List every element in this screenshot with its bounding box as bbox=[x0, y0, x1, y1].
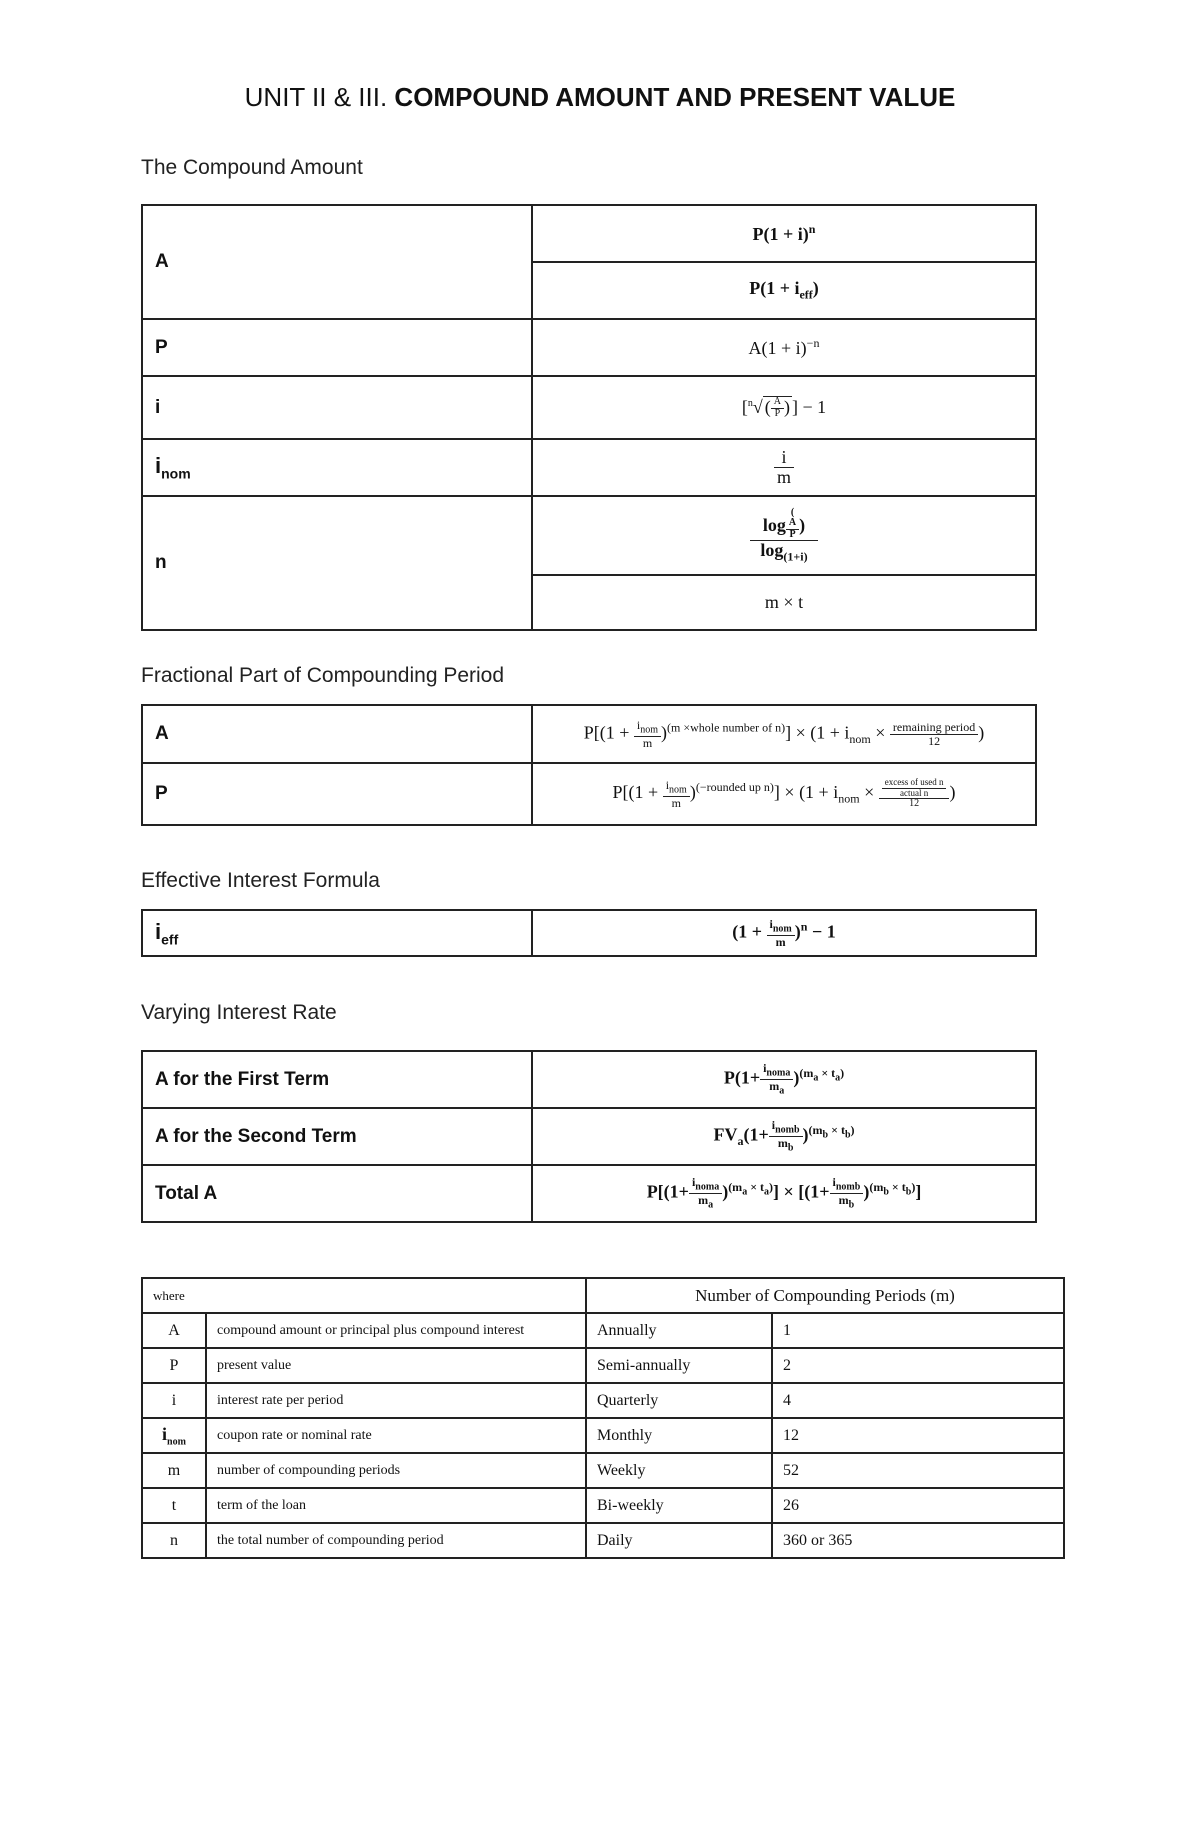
compounding-m-value: 26 bbox=[772, 1488, 1064, 1523]
compounding-m-value: 12 bbox=[772, 1418, 1064, 1453]
definitions-table bbox=[141, 1277, 1065, 1559]
table-row bbox=[142, 1383, 1064, 1418]
title-main: COMPOUND AMOUNT AND PRESENT VALUE bbox=[394, 82, 956, 112]
effective-heading: Effective Interest Formula bbox=[141, 869, 380, 892]
compounding-m-value: 2 bbox=[772, 1348, 1064, 1383]
table-row bbox=[142, 1488, 1064, 1523]
formula-P: $A(1 + i)^{-n}$ bbox=[532, 319, 1036, 376]
def-description: term of the loan bbox=[206, 1488, 586, 1523]
def-symbol: A bbox=[142, 1313, 206, 1348]
def-description: present value bbox=[206, 1348, 586, 1383]
compounding-frequency: Daily bbox=[586, 1523, 772, 1558]
compounding-m-value: 4 bbox=[772, 1383, 1064, 1418]
title-prefix: UNIT II & III. bbox=[244, 82, 388, 112]
compounding-m-value: 52 bbox=[772, 1453, 1064, 1488]
compounding-frequency: Weekly bbox=[586, 1453, 772, 1488]
label-i: i bbox=[142, 376, 532, 439]
varying-formula-second: $FV_a(1+$ $\frac{i_{nomb}}{m_b}$ )$^{(m_b \times t_b)}$ bbox=[532, 1108, 1036, 1165]
formula-A-1: $P(1 + i)^n$ bbox=[532, 205, 1036, 262]
def-description: number of compounding periods bbox=[206, 1453, 586, 1488]
def-symbol: m bbox=[142, 1453, 206, 1488]
table-row bbox=[142, 1348, 1064, 1383]
fractional-label-A: A bbox=[142, 705, 532, 763]
fractional-formula-A: P[(1 + $\frac{i_{nom}}{m}$ )$^{(m \times whole number of n)}] \times (1 + i_{nom}$ × $\frac{\text{remaining period}}{12}$ ) bbox=[532, 705, 1036, 763]
compounding-m-value: 1 bbox=[772, 1313, 1064, 1348]
formula-n-1: log( A P ) $\log_{(1+i)}$ bbox=[532, 496, 1036, 575]
def-description: interest rate per period bbox=[206, 1383, 586, 1418]
formula-A-2: $P(1 + i_{eff})$ bbox=[532, 262, 1036, 319]
table-row bbox=[142, 1453, 1064, 1488]
label-A: A bbox=[142, 205, 532, 319]
def-description: compound amount or principal plus compound interest bbox=[206, 1313, 586, 1348]
table-row bbox=[142, 1313, 1064, 1348]
formula-i: [$^n$√ ( $\frac{A}{P}$ ) ] − 1 bbox=[532, 376, 1036, 439]
compounding-m-value: 360 or 365 bbox=[772, 1523, 1064, 1558]
fractional-heading: Fractional Part of Compounding Period bbox=[141, 664, 505, 687]
table-row bbox=[142, 1418, 1064, 1453]
compound-amount-table bbox=[141, 204, 1037, 631]
varying-label-total: Total A bbox=[142, 1165, 532, 1222]
compounding-frequency: Monthly bbox=[586, 1418, 772, 1453]
def-description: coupon rate or nominal rate bbox=[206, 1418, 586, 1453]
varying-heading: Varying Interest Rate bbox=[141, 1001, 337, 1024]
def-description: the total number of compounding period bbox=[206, 1523, 586, 1558]
varying-formula-total: P[(1+ $\frac{i_{noma}}{m_a}$ )$^{(m_a \times t_a)}$] × [(1+ $\frac{i_{nomb}}{m_b}$ )$^{(m_b \times t_b)}$] bbox=[532, 1165, 1036, 1222]
compounding-frequency: Semi-annually bbox=[586, 1348, 772, 1383]
compounding-frequency: Quarterly bbox=[586, 1383, 772, 1418]
varying-formula-first: P(1+ $\frac{i_{noma}}{m_a}$ )$^{(m_a \times t_a)}$ bbox=[532, 1051, 1036, 1108]
def-symbol: $i_{nom}$ bbox=[142, 1418, 206, 1453]
compound-amount-heading: The Compound Amount bbox=[141, 156, 363, 179]
def-symbol: n bbox=[142, 1523, 206, 1558]
effective-label: $i_{eff}$ bbox=[142, 910, 532, 956]
varying-label-first: A for the First Term bbox=[142, 1051, 532, 1108]
compounding-frequency: Bi-weekly bbox=[586, 1488, 772, 1523]
label-P: P bbox=[142, 319, 532, 376]
fractional-table bbox=[141, 704, 1037, 826]
varying-label-second: A for the Second Term bbox=[142, 1108, 532, 1165]
m-heading: Number of Compounding Periods (m) bbox=[586, 1278, 1064, 1313]
def-symbol: i bbox=[142, 1383, 206, 1418]
page-title bbox=[0, 82, 1200, 113]
effective-formula: (1 + $\frac{i_{nom}}{m}$ )$^n$ − 1 bbox=[532, 910, 1036, 956]
label-inom: $i_{nom}$ bbox=[142, 439, 532, 496]
fractional-label-P: P bbox=[142, 763, 532, 825]
where-label: where bbox=[142, 1278, 586, 1313]
formula-inom: $\frac{i}{m}$ bbox=[532, 439, 1036, 496]
formula-n-2: m × t bbox=[532, 575, 1036, 630]
fractional-formula-P: P[(1 + $\frac{i_{nom}}{m}$ )$^{(-rounded up n)}] \times (1 + i_{nom}$ × $\frac{\frac{\text{excess of used n}}{\text{actual n}}}{12}$ ) bbox=[532, 763, 1036, 825]
def-symbol: t bbox=[142, 1488, 206, 1523]
def-symbol: P bbox=[142, 1348, 206, 1383]
table-row bbox=[142, 1523, 1064, 1558]
compounding-frequency: Annually bbox=[586, 1313, 772, 1348]
varying-table bbox=[141, 1050, 1037, 1223]
label-n: n bbox=[142, 496, 532, 630]
effective-table bbox=[141, 909, 1037, 957]
